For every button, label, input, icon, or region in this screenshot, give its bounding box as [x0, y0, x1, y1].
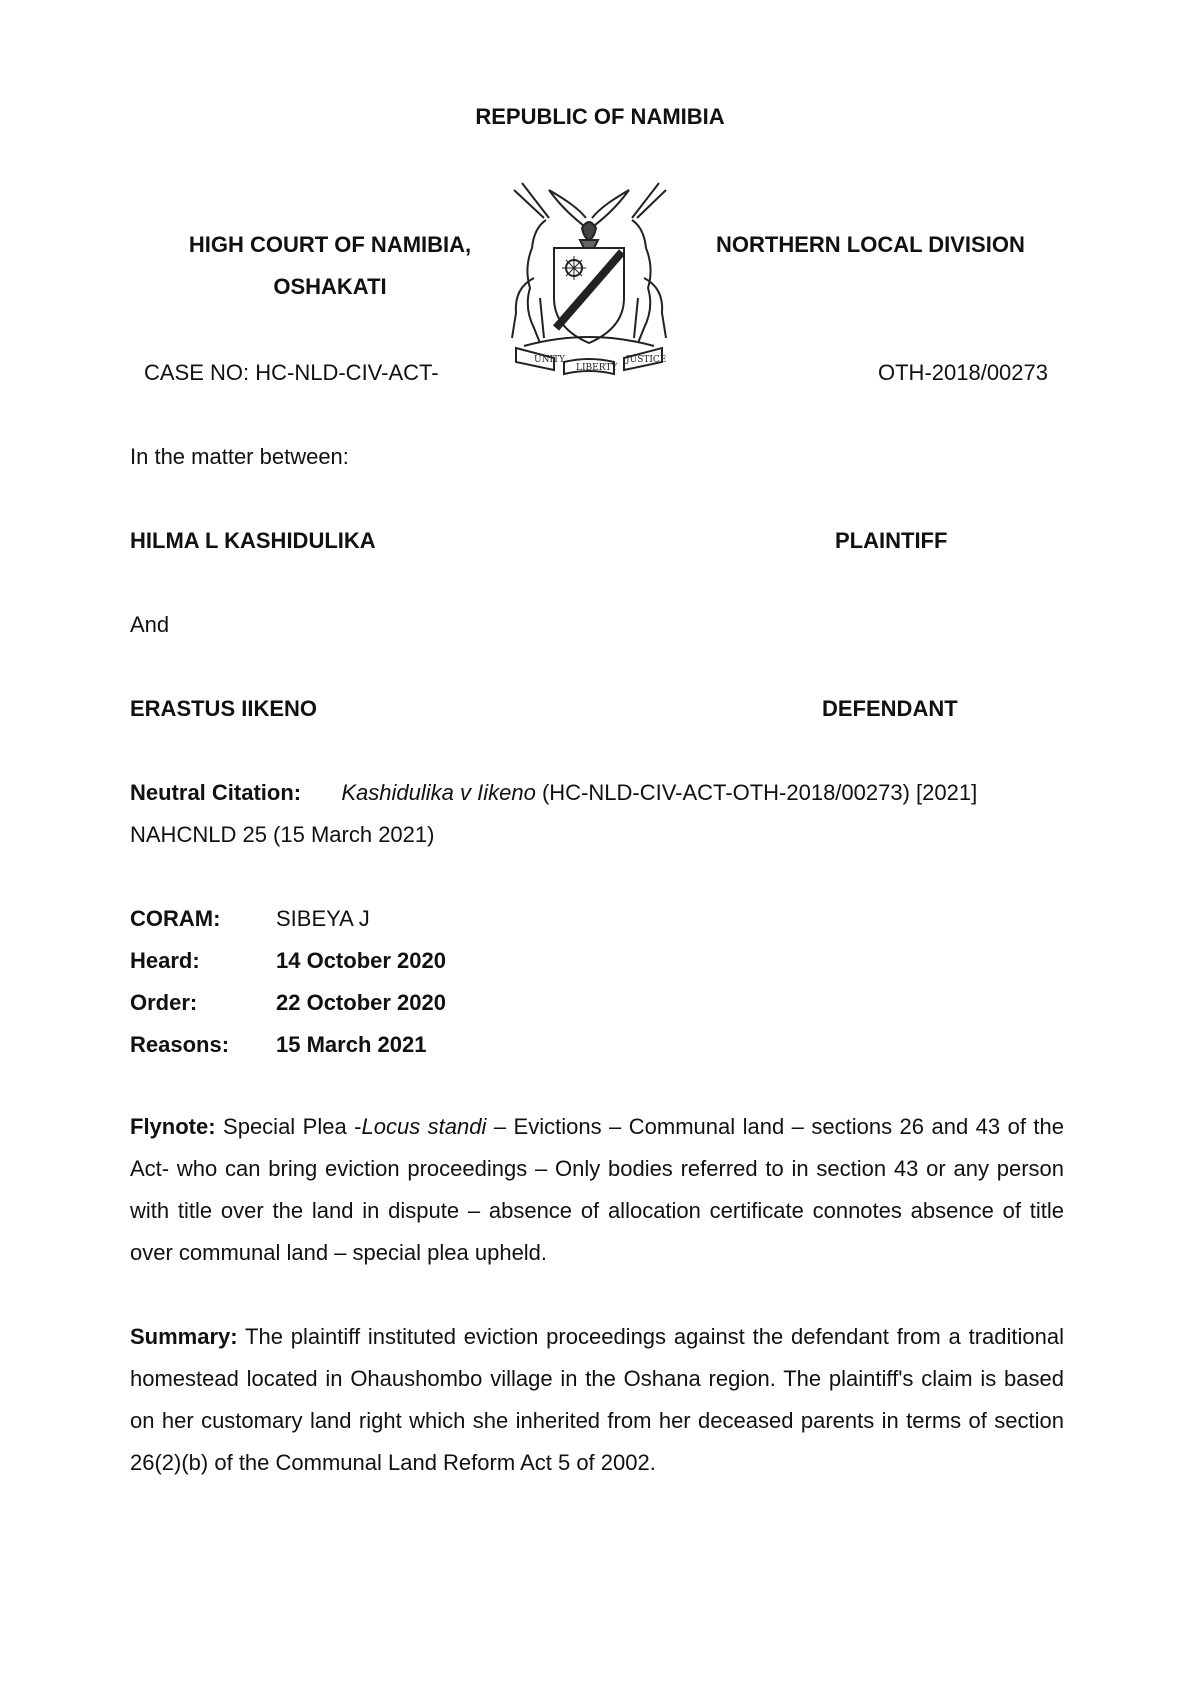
motto-unity: UNITY: [534, 355, 565, 365]
summary-paragraph: [130, 1316, 1064, 1484]
defendant-role: DEFENDANT: [822, 696, 958, 721]
reasons-value: 15 March 2021: [276, 1032, 427, 1057]
motto-justice: JUSTICE: [626, 355, 667, 365]
citation-label: Neutral Citation:: [130, 780, 302, 805]
plaintiff-role: PLAINTIFF: [835, 528, 948, 553]
court-name-line1: HIGH COURT OF NAMIBIA,: [188, 232, 472, 257]
matter-intro: In the matter between:: [130, 444, 349, 469]
order-value: 22 October 2020: [276, 990, 446, 1015]
order-label: Order:: [130, 990, 198, 1015]
reasons-label: Reasons:: [130, 1032, 230, 1057]
citation-details: (HC-NLD-CIV-ACT-OTH-2018/00273) [2021]: [541, 780, 978, 805]
coat-of-arms-icon: [494, 178, 684, 378]
coram-value: SIBEYA J: [276, 906, 370, 931]
motto-liberty: LIBERTY: [576, 363, 618, 373]
flynote-paragraph: [130, 1106, 1064, 1274]
plaintiff-name: HILMA L KASHIDULIKA: [130, 528, 376, 553]
republic-heading: REPUBLIC OF NAMIBIA: [475, 104, 725, 129]
defendant-name: ERASTUS IIKENO: [130, 696, 318, 721]
court-name-line2: OSHAKATI: [273, 274, 387, 299]
summary-label: Summary:: [130, 1324, 238, 1349]
flynote-text-before: Special Plea -: [215, 1114, 362, 1139]
citation-line1: [130, 780, 977, 806]
flynote-text-after: – Evictions – Communal land – sections 26 and 43 of the Act- who can bring eviction proceedings – Only bodies referred to in section 43 or any person with title over the land in dispute – absence of allocation certificate connotes absence of title over communal land – special plea upheld.: [130, 1114, 1064, 1265]
flynote-italic: Locus standi: [361, 1114, 487, 1139]
flynote-label: Flynote:: [130, 1114, 216, 1139]
heard-label: Heard:: [130, 948, 200, 973]
coram-label: CORAM:: [130, 906, 221, 931]
and-conjunction: And: [130, 612, 170, 637]
case-number-right: OTH-2018/00273: [878, 360, 1048, 385]
summary-text: The plaintiff instituted eviction proceedings against the defendant from a traditional homestead located in Ohaushombo village in the Oshana region. The plaintiff's claim is based on her customary land right which she inherited from her deceased parents in terms of section 26(2)(b) of the Communal Land Reform Act 5 of 2002.: [130, 1324, 1064, 1475]
heard-value: 14 October 2020: [276, 948, 446, 973]
case-number-left: CASE NO: HC-NLD-CIV-ACT-: [144, 360, 439, 385]
division-heading: NORTHERN LOCAL DIVISION: [716, 232, 1025, 257]
citation-case-name: Kashidulika v Iikeno: [341, 780, 542, 805]
citation-line2: NAHCNLD 25 (15 March 2021): [130, 822, 435, 847]
